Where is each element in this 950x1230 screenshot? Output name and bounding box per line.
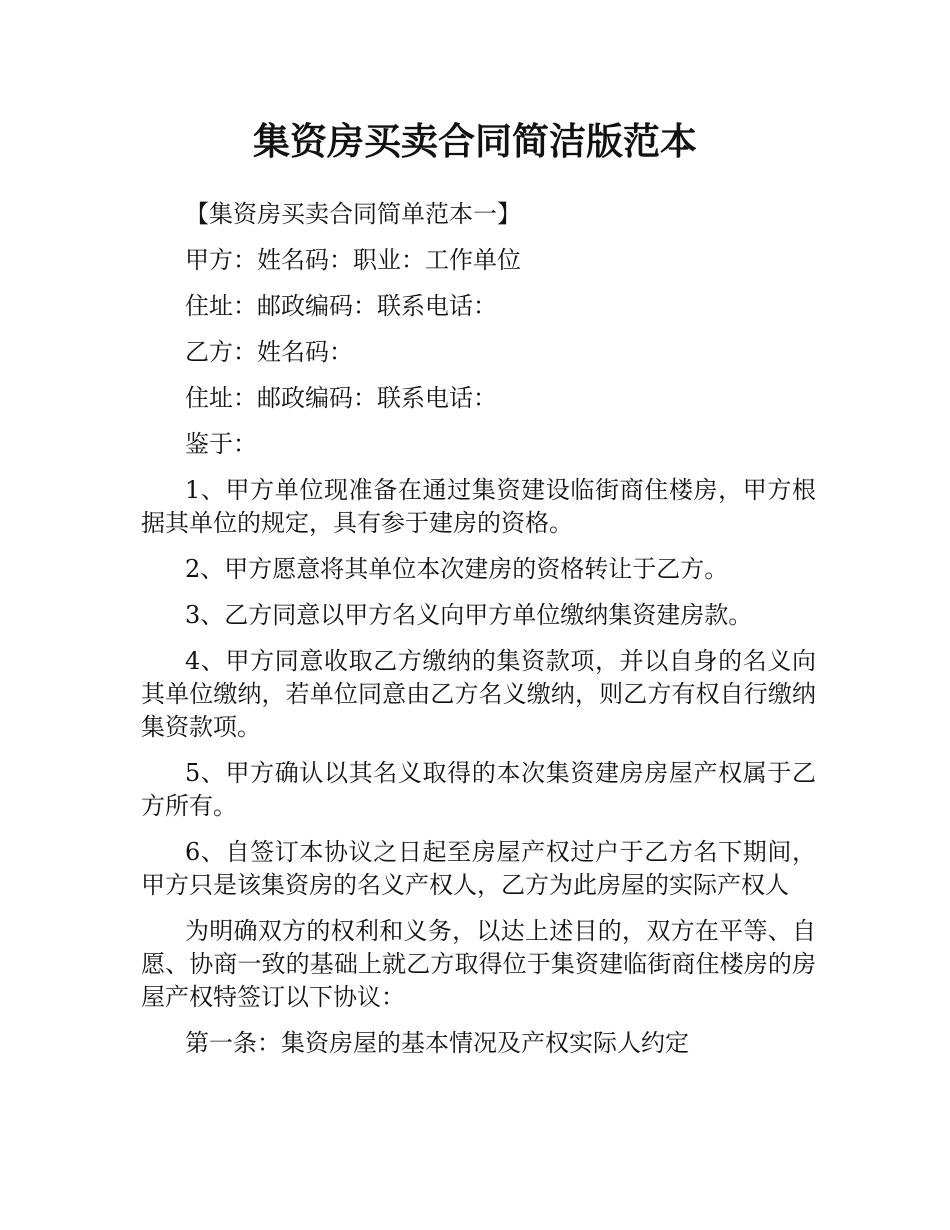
clause-5: 5、甲方确认以其名义取得的本次集资建房房屋产权属于乙方所有。 (141, 759, 816, 820)
party-b-address: 住址：邮政编码：联系电话： (185, 384, 497, 412)
document-body (141, 198, 816, 1073)
whereas-heading: 鉴于： (185, 430, 257, 458)
clause-6: 6、自签订本协议之日起至房屋产权过户于乙方名下期间，甲方只是该集资房的名义产权人，乙方为此房屋的实际产权人 (141, 838, 816, 899)
article-1-heading: 第一条：集资房屋的基本情况及产权实际人约定 (185, 1029, 689, 1057)
section-heading: 【集资房买卖合同简单范本一】 (185, 200, 521, 228)
party-a-info: 甲方：姓名码：职业：工作单位 (185, 246, 521, 274)
clause-4: 4、甲方同意收取乙方缴纳的集资款项，并以自身的名义向其单位缴纳，若单位同意由乙方名义缴纳，则乙方有权自行缴纳集资款项。 (141, 647, 816, 741)
document-title: 集资房买卖合同简洁版范本 (253, 120, 697, 163)
party-a-address: 住址：邮政编码：联系电话： (185, 292, 497, 320)
clause-2: 2、甲方愿意将其单位本次建房的资格转让于乙方。 (185, 555, 729, 583)
clause-1: 1、甲方单位现准备在通过集资建设临街商住楼房，甲方根据其单位的规定，具有参于建房的资格。 (141, 476, 816, 537)
clause-3: 3、乙方同意以甲方名义向甲方单位缴纳集资建房款。 (185, 601, 753, 629)
party-b-info: 乙方：姓名码： (185, 338, 353, 366)
agreement-purpose: 为明确双方的权利和义务，以达上述目的，双方在平等、自愿、协商一致的基础上就乙方取得位于集资建临街商住楼房的房屋产权特签订以下协议： (141, 917, 816, 1011)
